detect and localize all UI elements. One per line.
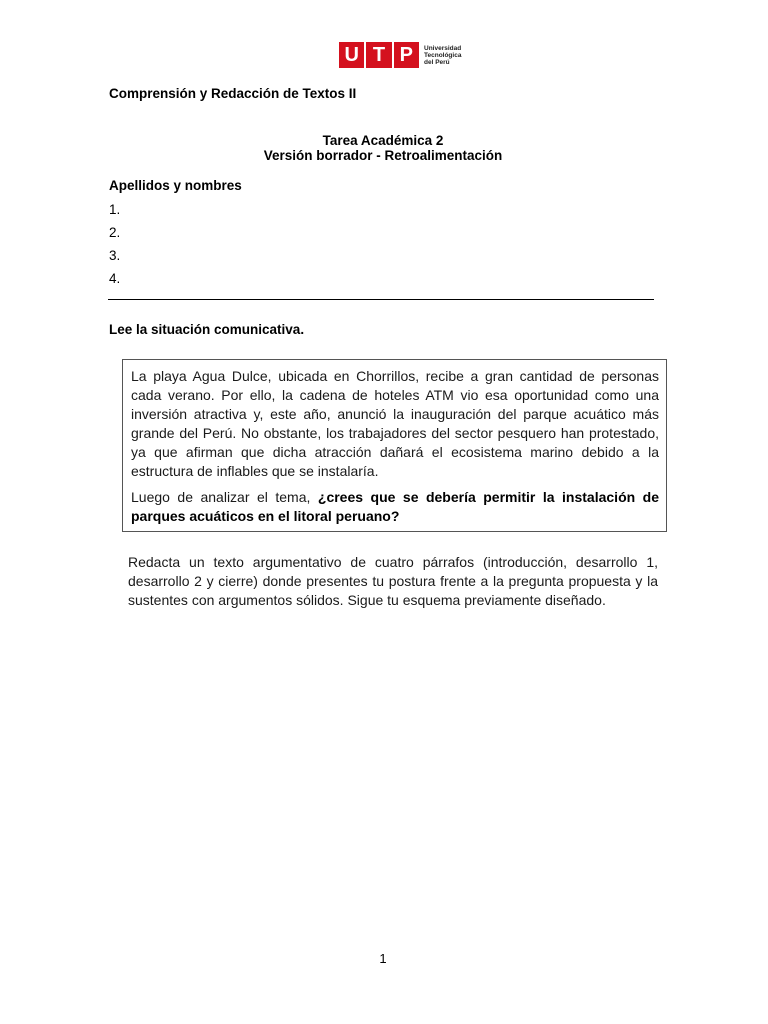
logo-text-line: Universidad [424,44,462,52]
logo-text-line: del Perú [424,58,450,66]
task-instructions: Redacta un texto argumentativo de cuatro párrafos (introducción, desarrollo 1, desarrollo 2 y cierre) donde presentes tu postura frente a la pregunta propuesta y la sustentes con argumentos sólidos. Sigue tu esquema previamente diseñado. [128,554,658,608]
utp-logo [339,41,484,69]
students-label: Apellidos y nombres [109,178,242,193]
question-intro: Luego de analizar el tema, [131,489,318,505]
situation-question [131,488,659,526]
separator-line [108,299,654,300]
logo-letter-t: T [366,42,391,68]
course-title: Comprensión y Redacción de Textos II [109,86,357,101]
instruction-heading: Lee la situación comunicativa. [109,322,305,337]
logo-letter-p: P [394,42,419,68]
situation-paragraph: La playa Agua Dulce, ubicada en Chorrillos, recibe a gran cantidad de personas cada verano. Por ello, la cadena de hoteles ATM vio esa oportunidad como una inversión atractiva y, este año, anunció la inauguración del parque acuático más grande del Perú. No obstante, los trabajadores del sector pesquero han protestado, ya que afirman que dicha atracción dañará el ecosistema marino debido a la estructura de inflables que se instalaría. [131,368,659,479]
logo-mark [339,42,419,68]
logo-wordmark [424,45,484,66]
student-item: 2. [109,225,121,240]
student-item: 1. [109,202,121,217]
logo-text-line: Tecnológica [424,51,462,59]
assignment-subtitle: Versión borrador - Retroalimentación [263,148,503,163]
logo-letter-u: U [339,42,364,68]
student-item: 4. [109,271,121,286]
assignment-title: Tarea Académica 2 [322,133,444,148]
page-number: 1 [379,951,387,966]
question-text: ¿crees que se debería permitir la instalación de parques acuáticos en el litoral peruano? [131,489,659,524]
student-item: 3. [109,248,121,263]
situation-box [122,359,667,532]
